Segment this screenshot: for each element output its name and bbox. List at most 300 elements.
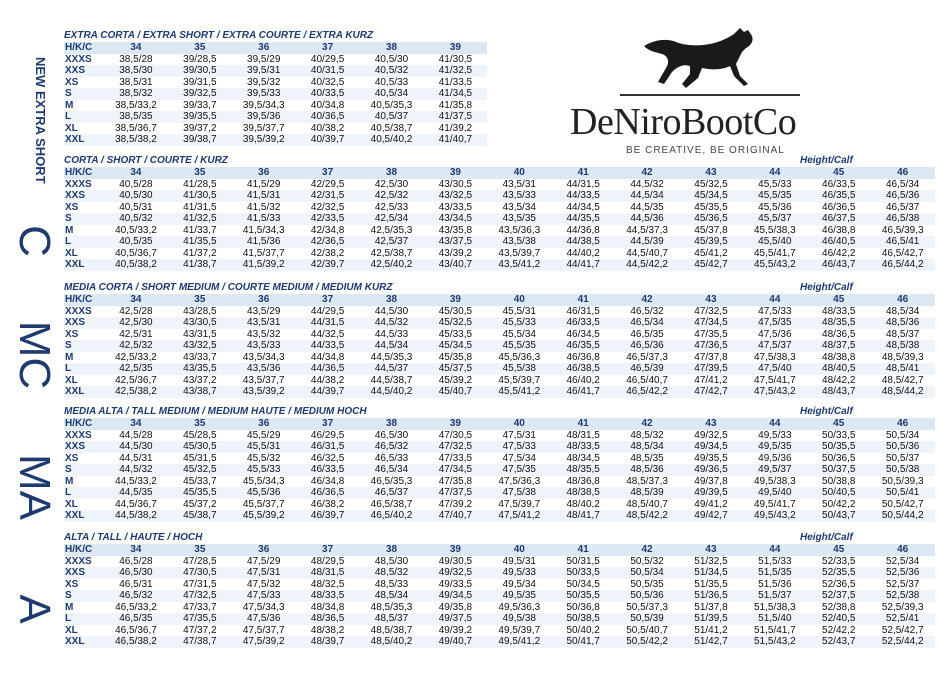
size-header: 45	[807, 294, 871, 306]
size-cell: 41,5/34,3	[242, 224, 285, 236]
size-cell: 51/32,5	[694, 555, 728, 567]
size-cell: 43/33,5	[438, 201, 473, 213]
size-cell: 52,5/41	[871, 613, 935, 625]
row-label: M	[65, 475, 74, 487]
size-header: 42	[615, 544, 679, 556]
size-cell: 45/35,5	[168, 487, 232, 499]
size-header: 45	[807, 544, 871, 556]
size-cell: 43,5/29	[247, 305, 281, 317]
size-cell: 46,5/42,7	[881, 247, 924, 259]
row-label: XL	[65, 624, 78, 636]
size-cell: 49,5/40	[743, 487, 807, 499]
row-label: L	[64, 111, 104, 123]
row-label: XXL	[64, 134, 104, 146]
size-cell: 45,5/39,2	[232, 510, 296, 522]
row-label: S	[64, 213, 104, 225]
size-cell: 39/32,5	[168, 88, 232, 100]
size-cell: 44,5/34	[615, 190, 679, 202]
size-cell: 47,5/31	[232, 567, 296, 579]
size-cell: 49/32,5	[423, 567, 487, 579]
size-cell: 41/38,7	[168, 259, 232, 271]
table-row	[64, 441, 935, 453]
size-cell: 50,5/38	[871, 464, 935, 476]
size-header: 46	[871, 167, 935, 179]
size-cell: 43/32,5	[423, 190, 487, 202]
size-cell: 45/33,7	[183, 475, 217, 487]
size-cell: 47,5/37	[743, 340, 807, 352]
size-cell: 49/30,5	[438, 555, 473, 567]
size-cell: 45/40,7	[423, 386, 487, 398]
size-cell: 42/39,7	[296, 259, 360, 271]
size-cell: 41,5/31	[232, 190, 296, 202]
size-cell: 45/42,7	[679, 259, 743, 271]
size-cell: 44/31,5	[566, 178, 600, 190]
size-cell: 52/38,8	[822, 601, 856, 613]
size-cell: 44,5/30	[374, 305, 409, 317]
size-header: 41	[551, 544, 615, 556]
size-cell: 46/31,5	[566, 305, 600, 317]
size-cell: 42,5/37	[360, 236, 424, 248]
size-cell: 50/40,5	[807, 487, 871, 499]
header-label: H/K/C	[64, 544, 104, 556]
size-cell: 43/35,5	[168, 363, 232, 375]
size-header: 39	[423, 167, 487, 179]
size-cell: 44,5/36	[615, 213, 679, 225]
size-cell: 51,5/40	[743, 613, 807, 625]
size-cell: 47/35,5	[168, 613, 232, 625]
size-cell: 50,5/41	[871, 487, 935, 499]
size-header: 45	[807, 167, 871, 179]
size-cell: 46,5/31	[119, 578, 153, 590]
size-cell: 48,5/38,7	[370, 624, 413, 636]
size-cell: 47/37,8	[694, 351, 728, 363]
size-cell: 46,5/33,2	[115, 601, 157, 613]
height-calf-label: Height/Calf	[800, 532, 853, 543]
size-header: 38	[360, 167, 424, 179]
table-row	[64, 386, 935, 398]
size-cell: 40,5/31	[119, 201, 153, 213]
size-header: 37	[296, 544, 360, 556]
size-cell: 44,5/36,7	[115, 498, 157, 510]
size-cell: 48/38,2	[310, 624, 345, 636]
size-cell: 47,5/34,3	[242, 601, 285, 613]
size-cell: 46,5/41	[871, 236, 935, 248]
size-header: 36	[232, 544, 296, 556]
row-label: M	[65, 351, 74, 363]
table-row	[64, 65, 487, 77]
row-label: XXXS	[65, 555, 92, 567]
size-header: 46	[871, 544, 935, 556]
table-header-row	[64, 167, 935, 179]
size-cell: 42/33,5	[296, 213, 360, 225]
size-cell: 49/39,5	[679, 487, 743, 499]
size-cell: 48,5/37	[360, 613, 424, 625]
size-cell: 40,5/38,7	[370, 122, 413, 134]
table-row	[64, 567, 935, 579]
size-cell: 45/39,2	[438, 374, 473, 386]
size-cell: 44,5/30	[104, 441, 168, 453]
size-cell: 50/36,8	[566, 601, 600, 613]
size-cell: 41/30,5	[168, 190, 232, 202]
size-cell: 52,5/36	[871, 567, 935, 579]
size-cell: 49/42,7	[679, 510, 743, 522]
size-cell: 46/35,5	[807, 190, 871, 202]
size-cell: 51,5/38,3	[753, 601, 796, 613]
size-cell: 40,5/33,2	[115, 224, 157, 236]
size-cell: 51,5/35	[743, 567, 807, 579]
size-cell: 47/34,5	[423, 464, 487, 476]
size-cell: 45/32,5	[423, 317, 487, 329]
size-cell: 46,5/35,3	[370, 475, 413, 487]
row-label: S	[64, 464, 104, 476]
size-cell: 42,5/38,7	[370, 247, 413, 259]
size-cell: 44/33,5	[296, 340, 360, 352]
table-row	[64, 236, 935, 248]
side-label-ma: MA	[10, 454, 59, 520]
size-cell: 44/36,8	[566, 224, 600, 236]
size-cell: 44/36,5	[296, 363, 360, 375]
size-cell: 46,5/37,3	[626, 351, 668, 363]
section-title: MEDIA CORTA / SHORT MEDIUM / COURTE MEDIUM / MEDIUM KURZ	[64, 282, 393, 293]
size-cell: 44,5/32	[104, 464, 168, 476]
size-cell: 43,5/41,2	[487, 259, 551, 271]
size-cell: 48,5/32	[360, 567, 424, 579]
size-cell: 44,5/31	[119, 452, 153, 464]
size-cell: 40/31,5	[296, 65, 360, 77]
size-cell: 43,5/36	[232, 363, 296, 375]
size-cell: 41/33,5	[438, 76, 473, 88]
size-cell: 40/33,5	[296, 88, 360, 100]
size-header: 38	[360, 294, 424, 306]
table-row	[64, 213, 935, 225]
table-row	[64, 100, 487, 112]
size-cell: 47/32,5	[694, 305, 728, 317]
table-row	[64, 590, 935, 602]
size-header: 34	[104, 418, 168, 430]
table-row	[64, 179, 935, 191]
size-cell: 47,5/39,7	[498, 498, 541, 510]
size-cell: 43,5/35	[487, 213, 551, 225]
size-header: 43	[679, 418, 743, 430]
size-cell: 41,5/32	[247, 201, 281, 213]
size-cell: 41/34,5	[423, 88, 487, 100]
table-row	[64, 556, 935, 568]
size-cell: 47/37,5	[423, 487, 487, 499]
size-cell: 47/31,5	[183, 578, 217, 590]
size-cell: 45,5/40	[743, 236, 807, 248]
size-cell: 45,5/35	[743, 190, 807, 202]
size-cell: 49,5/36	[758, 452, 792, 464]
size-cell: 51,5/33	[758, 555, 792, 567]
side-label-a: A	[10, 594, 59, 624]
size-cell: 44,5/38,2	[104, 510, 168, 522]
size-cell: 44,5/37,3	[626, 224, 668, 236]
row-label: XXS	[64, 65, 104, 77]
size-cell: 47,5/41,7	[753, 374, 796, 386]
table-header-row	[64, 544, 935, 556]
size-cell: 48,5/35,3	[370, 601, 413, 613]
row-label: XXXS	[65, 305, 92, 317]
size-cell: 41/37,5	[423, 111, 487, 123]
size-header: 37	[296, 42, 360, 54]
size-cell: 43/34,5	[423, 213, 487, 225]
row-label: XXS	[64, 567, 104, 579]
size-cell: 48/37,5	[807, 340, 871, 352]
size-cell: 44/38,2	[310, 374, 345, 386]
size-cell: 41/33,7	[183, 224, 217, 236]
size-cell: 47/30,5	[168, 567, 232, 579]
size-cell: 46/38,2	[310, 498, 345, 510]
size-cell: 45,5/34,3	[242, 475, 285, 487]
size-cell: 49,5/35	[487, 590, 551, 602]
size-cell: 46,5/30	[104, 567, 168, 579]
size-cell: 49,5/41,7	[753, 498, 796, 510]
size-cell: 42,5/40,2	[360, 259, 424, 271]
size-cell: 45/35,8	[438, 351, 473, 363]
size-cell: 49/40,7	[423, 636, 487, 648]
size-cell: 47,5/34	[502, 452, 536, 464]
size-cell: 46/35,5	[551, 340, 615, 352]
size-cell: 48,5/35	[630, 452, 664, 464]
size-cell: 51,5/37	[743, 590, 807, 602]
size-cell: 47/42,7	[679, 386, 743, 398]
size-cell: 49,5/35	[743, 441, 807, 453]
size-cell: 47,5/31	[502, 429, 536, 441]
header-label: H/K/C	[64, 42, 104, 54]
size-cell: 45,5/41,7	[753, 247, 796, 259]
logo-rule	[620, 94, 800, 96]
size-cell: 47/28,5	[183, 555, 217, 567]
size-cell: 44,5/38,7	[370, 374, 413, 386]
size-cell: 49/37,8	[694, 475, 728, 487]
size-cell: 50,5/40,7	[626, 624, 668, 636]
table-row	[64, 636, 935, 648]
size-cell: 49/34,5	[679, 441, 743, 453]
size-cell: 48,5/36	[615, 464, 679, 476]
table-row	[64, 306, 935, 318]
size-cell: 49,5/41,2	[487, 636, 551, 648]
size-cell: 44,5/42,2	[615, 259, 679, 271]
table-row	[64, 464, 935, 476]
row-label: XS	[65, 578, 79, 590]
size-cell: 39,5/36	[232, 111, 296, 123]
table-row	[64, 123, 487, 135]
size-cell: 47/30,5	[438, 429, 473, 441]
size-header: 41	[551, 294, 615, 306]
size-cell: 48/33,5	[551, 441, 615, 453]
height-calf-label: Height/Calf	[800, 406, 853, 417]
size-cell: 48/35,5	[551, 464, 615, 476]
size-cell: 49,5/39,7	[498, 624, 541, 636]
size-cell: 39/30,5	[168, 65, 232, 77]
size-cell: 43/37,5	[423, 236, 487, 248]
size-header: 36	[232, 167, 296, 179]
row-label: XL	[65, 247, 78, 259]
row-label: XXS	[64, 190, 104, 202]
size-cell: 46/36,5	[296, 487, 360, 499]
size-cell: 46/36,8	[566, 351, 600, 363]
size-cell: 40,5/37	[360, 111, 424, 123]
size-cell: 50/35,5	[807, 441, 871, 453]
size-cell: 43/38,7	[168, 386, 232, 398]
size-cell: 49/39,2	[438, 624, 473, 636]
size-table	[64, 42, 487, 146]
size-cell: 38,5/33,2	[115, 99, 157, 111]
size-cell: 41,5/33	[232, 213, 296, 225]
section-title: CORTA / SHORT / COURTE / KURZ	[64, 155, 228, 166]
size-cell: 46,5/35	[104, 613, 168, 625]
size-cell: 38,5/28	[119, 53, 153, 65]
size-header: 44	[743, 418, 807, 430]
size-cell: 45,5/36	[758, 201, 792, 213]
size-cell: 42/36,5	[296, 236, 360, 248]
size-header: 44	[743, 167, 807, 179]
section-title: ALTA / TALL / HAUTE / HOCH	[64, 532, 203, 543]
section-title: MEDIA ALTA / TALL MEDIUM / MEDIUM HAUTE / MEDIUM HOCH	[64, 406, 367, 417]
table-row	[64, 625, 935, 637]
size-cell: 47/34,5	[679, 317, 743, 329]
size-cell: 39,5/31	[232, 65, 296, 77]
size-header: 38	[360, 418, 424, 430]
size-cell: 45,5/36,3	[498, 351, 541, 363]
size-cell: 43/39,2	[438, 247, 473, 259]
size-cell: 50/36,5	[822, 452, 856, 464]
size-cell: 49,5/33	[758, 429, 792, 441]
size-cell: 52/37,5	[807, 590, 871, 602]
side-label-c: C	[10, 225, 59, 257]
row-label: L	[64, 236, 104, 248]
size-cell: 45,5/37,7	[242, 498, 285, 510]
size-cell: 40/29,5	[310, 53, 345, 65]
size-cell: 41,5/36	[232, 236, 296, 248]
size-cell: 38,5/30	[104, 65, 168, 77]
size-header: 43	[679, 294, 743, 306]
size-cell: 40/36,5	[296, 111, 360, 123]
size-cell: 43/40,7	[423, 259, 487, 271]
size-cell: 46,5/34	[615, 317, 679, 329]
size-header: 40	[487, 544, 551, 556]
size-cell: 47,5/29	[247, 555, 281, 567]
size-cell: 42,5/36,7	[115, 374, 157, 386]
size-cell: 47/41,2	[694, 374, 728, 386]
row-label: S	[64, 88, 104, 100]
size-cell: 45/34,5	[679, 190, 743, 202]
size-cell: 48/40,5	[807, 363, 871, 375]
size-cell: 44/33,5	[551, 190, 615, 202]
size-cell: 49/33,5	[438, 578, 473, 590]
size-cell: 47,5/33	[487, 441, 551, 453]
size-cell: 43/30,5	[168, 317, 232, 329]
size-cell: 45/34,5	[423, 340, 487, 352]
size-header: 40	[487, 167, 551, 179]
size-cell: 46,5/30	[374, 429, 409, 441]
size-cell: 48/36,5	[822, 328, 856, 340]
size-cell: 52,5/37	[886, 578, 920, 590]
size-cell: 45/32,5	[694, 178, 728, 190]
table-header-row	[64, 42, 487, 54]
table-row	[64, 499, 935, 511]
size-cell: 47,5/32	[247, 578, 281, 590]
size-cell: 48,5/37	[886, 328, 920, 340]
side-label-mc: MC	[10, 320, 59, 390]
size-cell: 44/32,5	[310, 328, 345, 340]
size-header: 43	[679, 167, 743, 179]
size-cell: 49,5/31	[502, 555, 536, 567]
size-cell: 40/32,5	[310, 76, 345, 88]
size-cell: 44/41,7	[551, 259, 615, 271]
size-cell: 49,5/34	[502, 578, 536, 590]
size-header: 44	[743, 544, 807, 556]
size-cell: 39/28,5	[183, 53, 217, 65]
size-cell: 46,5/44,2	[871, 259, 935, 271]
size-cell: 48,5/42,2	[615, 510, 679, 522]
size-cell: 48/34,5	[566, 452, 600, 464]
table-row	[64, 111, 487, 123]
size-cell: 52,5/34	[886, 555, 920, 567]
size-cell: 43,5/38	[487, 236, 551, 248]
size-cell: 47/36,5	[679, 340, 743, 352]
section-title: EXTRA CORTA / EXTRA SHORT / EXTRA COURTE / EXTRA KURZ	[64, 30, 374, 41]
size-cell: 50,5/36	[871, 441, 935, 453]
row-label: XXXS	[65, 178, 92, 190]
row-label: M	[65, 224, 74, 236]
size-cell: 47/35,8	[438, 475, 473, 487]
size-cell: 44,5/35	[630, 201, 664, 213]
size-cell: 44,5/28	[119, 429, 153, 441]
size-cell: 39,5/32	[247, 76, 281, 88]
size-header: 37	[296, 418, 360, 430]
size-cell: 50/33,5	[822, 429, 856, 441]
size-cell: 47,5/40	[743, 363, 807, 375]
size-cell: 43,5/32	[247, 328, 281, 340]
size-cell: 39/31,5	[183, 76, 217, 88]
size-cell: 45,5/34	[502, 328, 536, 340]
size-cell: 44/35,5	[551, 213, 615, 225]
table-row	[64, 476, 935, 488]
size-cell: 42/38,2	[310, 247, 345, 259]
size-cell: 47,5/41,2	[487, 510, 551, 522]
size-cell: 43/30,5	[438, 178, 473, 190]
size-cell: 45,5/35	[487, 340, 551, 352]
size-cell: 38,5/36,7	[115, 122, 157, 134]
size-cell: 40,5/35,3	[370, 99, 413, 111]
size-cell: 46,5/36	[615, 340, 679, 352]
size-cell: 44,5/40,2	[360, 386, 424, 398]
size-cell: 48,5/32	[630, 429, 664, 441]
size-cell: 47,5/33	[758, 305, 792, 317]
size-cell: 42,5/28	[119, 305, 153, 317]
size-cell: 47,5/36	[232, 613, 296, 625]
size-cell: 46,5/40,2	[360, 510, 424, 522]
table-row	[64, 375, 935, 387]
size-cell: 39,5/39,2	[232, 134, 296, 146]
size-cell: 44/29,5	[310, 305, 345, 317]
size-cell: 46/40,5	[807, 236, 871, 248]
row-label: XS	[65, 76, 79, 88]
size-cell: 44/38,5	[551, 236, 615, 248]
size-cell: 44/40,2	[566, 247, 600, 259]
size-header: 44	[743, 294, 807, 306]
size-cell: 46/31,5	[296, 441, 360, 453]
size-cell: 49/41,2	[694, 498, 728, 510]
size-cell: 39/35,5	[168, 111, 232, 123]
size-cell: 43/32,5	[168, 340, 232, 352]
size-cell: 48,5/34	[886, 305, 920, 317]
row-label: L	[64, 363, 104, 375]
size-cell: 51/36,5	[679, 590, 743, 602]
size-cell: 46,5/38	[871, 213, 935, 225]
height-calf-label: Height/Calf	[800, 282, 853, 293]
